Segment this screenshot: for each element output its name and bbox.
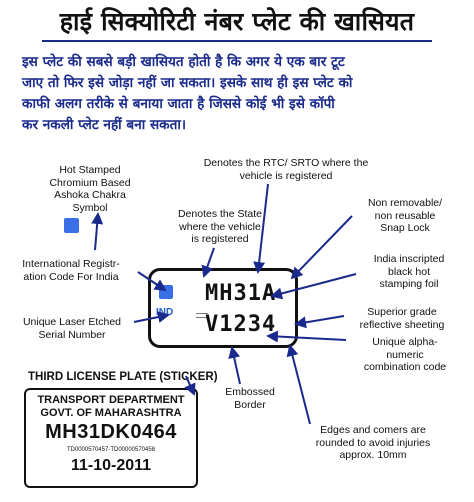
arrow-embossed-border (232, 348, 240, 384)
label-line: Symbol (72, 201, 108, 214)
label-line: Chromium Based (49, 176, 131, 189)
arrow-hot-stamped (95, 214, 98, 250)
label-line: black hot (387, 265, 431, 278)
arrow-reflective-sheeting (296, 316, 344, 324)
label-line: Non removable/ (367, 197, 443, 209)
label-line: Snap Lock (380, 222, 430, 234)
paragraph-line: जाए तो फिर इसे जोड़ा नहीं जा सकता। इसके साथ ही इस प्लेट को (22, 75, 353, 91)
sticker-department: TRANSPORT DEPARTMENT (37, 394, 185, 406)
plate-line-2: V1234 (205, 312, 277, 337)
plate-line-1: MH31A (205, 281, 277, 306)
paragraph-line: कर नकली प्लेट नहीं बना सकता। (22, 117, 187, 133)
arrow-rtc (258, 184, 268, 272)
sticker-serial: TD0000570457-TD00000570458 (66, 447, 156, 453)
arrow-third-plate (186, 376, 194, 394)
label-line: Unique alpha- (372, 336, 438, 348)
label-line: stamping foil (379, 278, 439, 290)
arrow-rounded-edges (290, 346, 310, 424)
sticker-date: 11-10-2011 (70, 457, 152, 474)
label-line: where the vehicle (179, 220, 261, 233)
arrow-alphanumeric (268, 336, 346, 340)
label-line: Denotes the RTC/ SRTO where the (203, 157, 369, 169)
arrow-state (204, 248, 214, 276)
label-line: Hot Stamped (59, 164, 121, 176)
sticker-registration: MH31DK0464 (45, 421, 177, 443)
label-line: vehicle is registered (239, 169, 333, 182)
label-line: Unique Laser Etched (22, 316, 122, 328)
label-line: International Registr- (22, 258, 120, 270)
paragraph-line: काफी अलग तरीके से बनाया जाता है जिससे कोई भी इसे कॉपी (22, 96, 335, 112)
label-line: reflective sheeting (359, 318, 445, 331)
label-line: non reusable (374, 209, 436, 222)
third-plate-heading: THIRD LICENSE PLATE (STICKER) (28, 371, 218, 383)
sticker-government: GOVT. OF MAHARASHTRA (40, 407, 182, 419)
label-line: Border (234, 398, 266, 411)
label-line: Serial Number (38, 328, 106, 341)
label-line: Superior grade (367, 306, 437, 318)
label-line: Ashoka Chakra (54, 189, 126, 201)
label-line: Embossed (225, 386, 275, 398)
arrow-snap-lock (292, 216, 352, 278)
label-line: Edges and comers are (320, 424, 426, 436)
label-line: ation Code For India (23, 270, 119, 283)
arrow-stamping-foil (272, 274, 356, 296)
label-line: approx. 10mm (339, 449, 407, 461)
page-title: हाई सिक्योरिटी नंबर प्लेट की खासियत (59, 7, 415, 36)
label-line: combination code (363, 361, 447, 373)
label-line: is registered (191, 233, 249, 245)
arrow-intl-code (138, 272, 165, 290)
paragraph-line: इस प्लेट की सबसे बड़ी खासियत होती है कि अगर ये एक बार टूट (22, 54, 345, 70)
label-line: India inscripted (373, 253, 445, 265)
arrow-laser-serial (134, 315, 168, 322)
label-line: Denotes the State (177, 208, 263, 220)
label-line: numeric (386, 348, 424, 361)
label-line: rounded to avoid injuries (315, 436, 431, 449)
plate-country-code: IND (156, 307, 174, 318)
